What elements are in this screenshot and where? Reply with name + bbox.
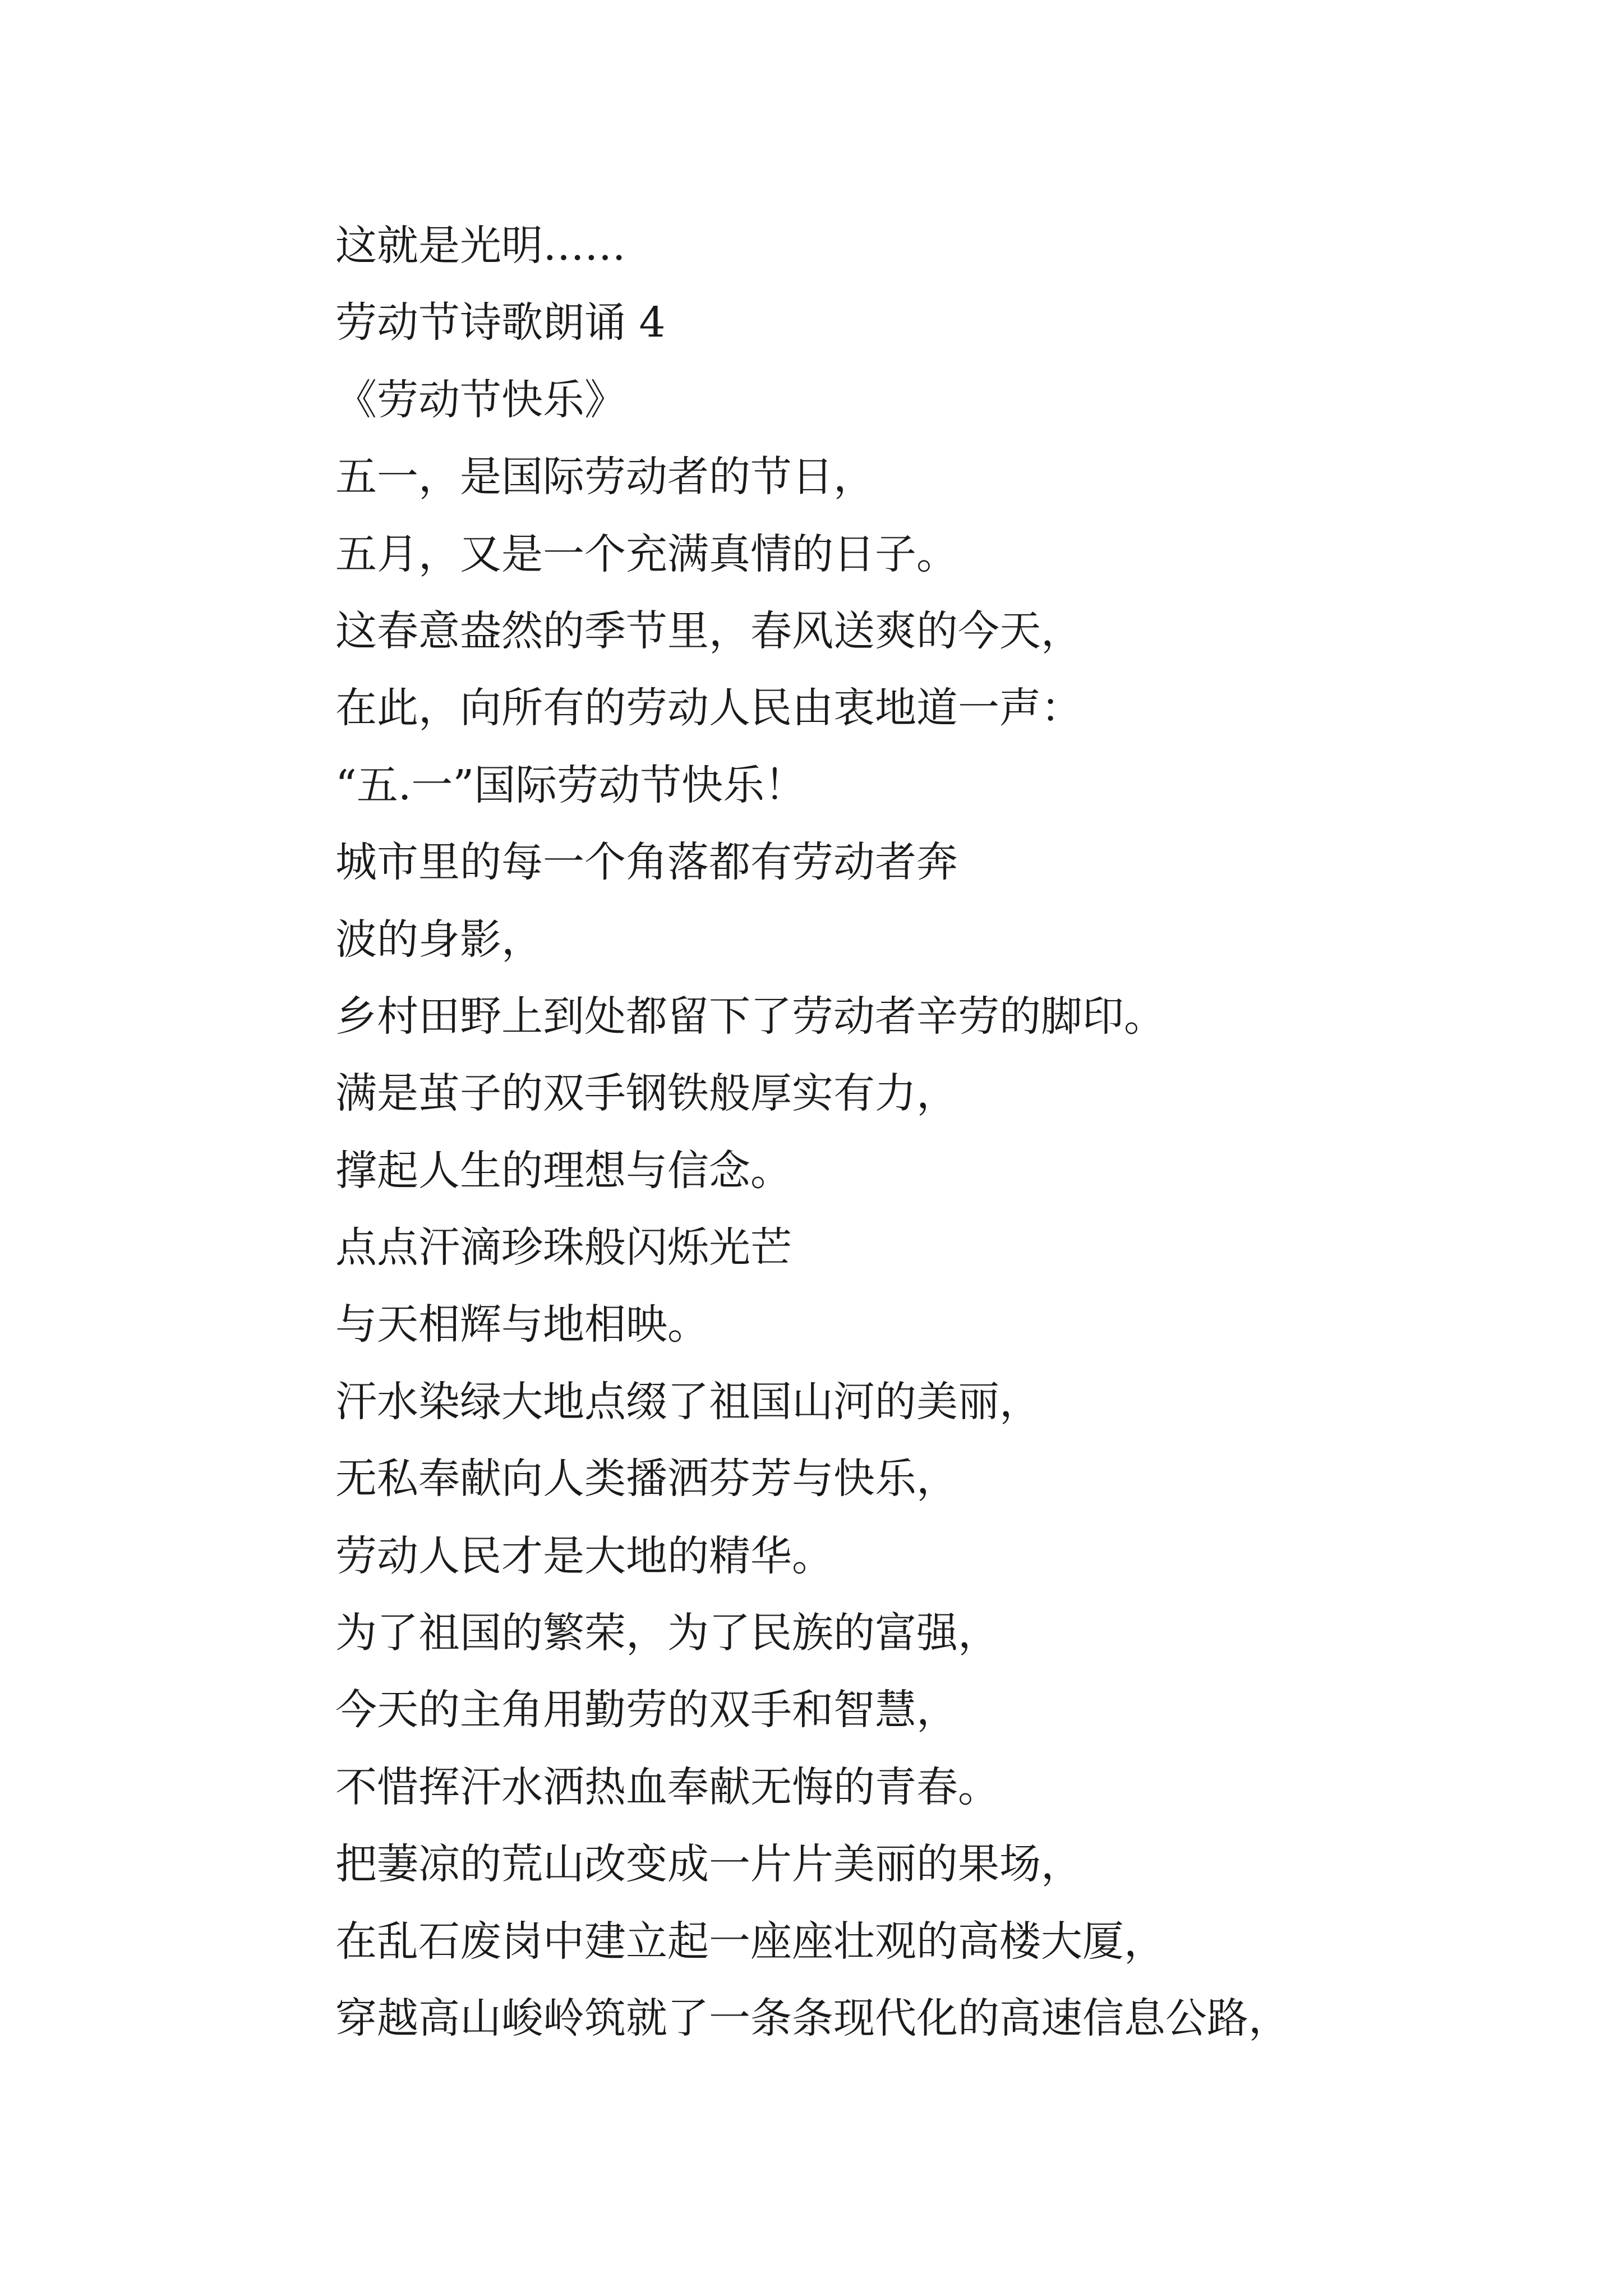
text-line: 满是茧子的双手钢铁般厚实有力， bbox=[335, 1069, 958, 1118]
poem-text bbox=[335, 208, 1485, 2057]
text-line: 撑起人生的理想与信念。 bbox=[335, 1146, 792, 1195]
text-line: “五.一”国际劳动节快乐！ bbox=[335, 761, 806, 809]
text-line: 劳动人民才是大地的精华。 bbox=[335, 1531, 833, 1580]
text-line: 汗水染绿大地点缀了祖国山河的美丽， bbox=[335, 1377, 1041, 1426]
text-line: 五一，是国际劳动者的节日， bbox=[335, 453, 875, 501]
text-line: 城市里的每一个角落都有劳动者奔 bbox=[335, 838, 958, 887]
text-line: 今天的主角用勤劳的双手和智慧， bbox=[335, 1686, 958, 1734]
text-line: 这春意盎然的季节里，春风送爽的今天， bbox=[335, 606, 1082, 655]
text-line: 五月，又是一个充满真情的日子。 bbox=[335, 530, 958, 578]
text-line: 与天相辉与地相映。 bbox=[335, 1300, 709, 1349]
text-line: 穿越高山峻岭筑就了一条条现代化的高速信息公路， bbox=[335, 1994, 1290, 2042]
text-line: 为了祖国的繁荣，为了民族的富强， bbox=[335, 1609, 999, 1658]
text-line: 在乱石废岗中建立起一座座壮观的高楼大厦， bbox=[335, 1917, 1165, 1966]
text-line: 这就是光明…… bbox=[335, 222, 626, 270]
poem-title: 《劳动节快乐》 bbox=[335, 375, 626, 424]
text-line: 波的身影， bbox=[335, 915, 543, 964]
text-line: 点点汗滴珍珠般闪烁光芒 bbox=[335, 1223, 792, 1272]
text-line: 无私奉献向人类播洒芬芳与快乐， bbox=[335, 1455, 958, 1503]
text-line: 在此，向所有的劳动人民由衷地道一声： bbox=[335, 684, 1082, 733]
text-line: 把萋凉的荒山改变成一片片美丽的果场， bbox=[335, 1840, 1082, 1889]
text-line: 不惜挥汗水洒热血奉献无悔的青春。 bbox=[335, 1763, 999, 1811]
text-line: 乡村田野上到处都留下了劳动者辛劳的脚印。 bbox=[335, 992, 1165, 1041]
section-heading: 劳动节诗歌朗诵 4 bbox=[335, 298, 666, 347]
